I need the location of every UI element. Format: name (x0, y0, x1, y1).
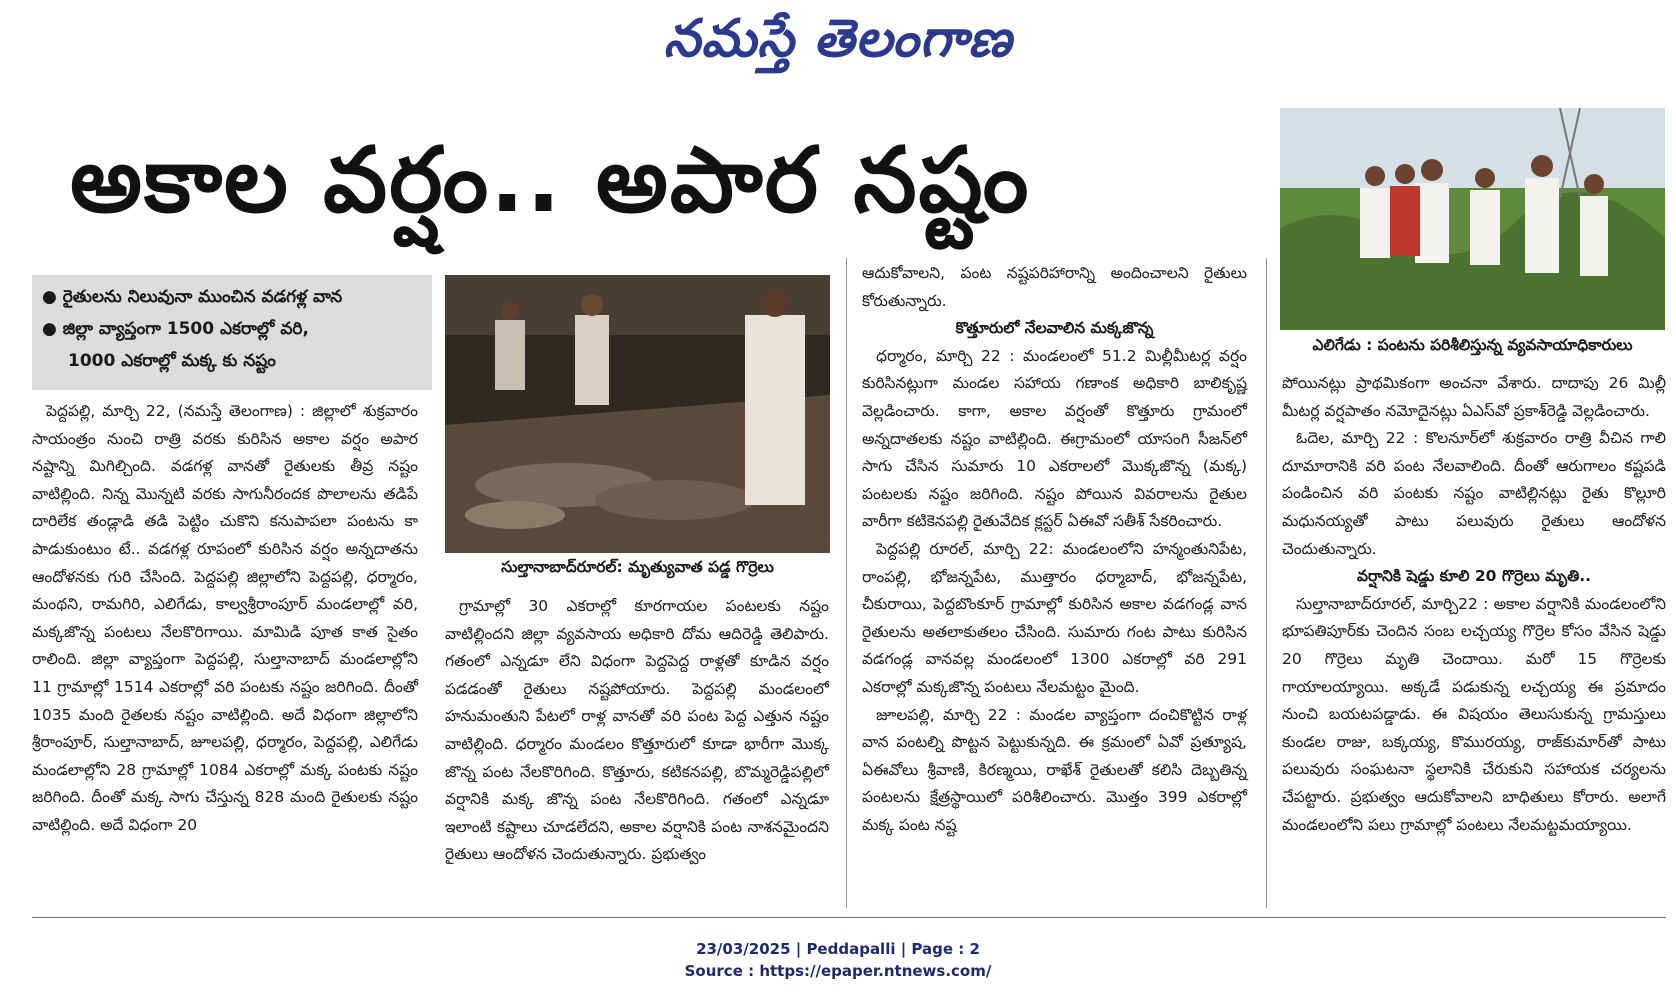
masthead-logo: నమస్తే తెలంగాణ (663, 8, 1013, 69)
footer-date-line: 23/03/2025 | Peddapalli | Page : 2 (696, 940, 980, 958)
column-4-text-c: సుల్తానాబాద్‌రూరల్, మార్చి22 : అకాల వర్షానికి మండలంలోని భూపతిపూర్‌కు చెందిన సంబ లచ్చయ్య గొర్రెల కోసం వేసిన షెడ్డు 20 గొర్రెలు మృతి చెందాయి. మరో 15 గొర్రెలకు గాయాలయ్యాయి. అక్కడే పడుకున్న లచ్చయ్య ఈ ప్రమాదం నుంచి బయటపడ్డాడు. ఈ విషయం తెలుసుకున్న గ్రామస్తులు కుండల రాజు, బక్కయ్య, కొమురయ్య, రాజ్‌కుమార్‌తో పాటు పలువురు సంఘటనా స్థలానికి చేరుకుని సహాయక చర్యలను చేపట్టారు. ప్రభుత్వం ఆదుకోవాలని బాధితులు కోరారు. అలాగే మండలంలోని పలు గ్రామాల్లో పంటలు నేలమట్టమయ్యాయి. (1282, 594, 1666, 834)
sheep-photo-caption: సుల్తానాబాద్‌రూరల్: మృత్యువాత పడ్డ గొర్రెలు (501, 558, 774, 576)
officials-photo-image (1280, 108, 1665, 330)
article-column-1 (32, 398, 418, 840)
column-divider-2-3 (846, 258, 847, 908)
column-3-subheading: కొత్తూరులో నేలవాలిన మక్కజొన్న (955, 319, 1154, 338)
footer-source-line: Source : https://epaper.ntnews.com/ (684, 962, 992, 980)
column-4-text-a: పోయినట్లు ప్రాథమికంగా అంచనా వేశారు. దాదాపు 26 మిల్లీ మీటర్ల వర్షపాతం నమోదైనట్లు ఏఎస్‌వో ప్రకాశ్‌రెడ్డి వెల్లడించారు. (1282, 374, 1666, 420)
sheep-photo (445, 275, 830, 553)
subheads-box (32, 275, 432, 390)
footer-divider (32, 917, 1666, 918)
column-3-text-a: ఆదుకోవాలని, పంట నష్టపరిహారాన్ని అందించాలని రైతులు కోరుతున్నారు. (862, 264, 1247, 310)
column-divider-3-4 (1266, 258, 1267, 908)
headline: అకాల వర్షం.. అపార నష్టం (70, 128, 1031, 233)
column-4-text-b: ఓదెల, మార్చి 22 : కొలనూర్‌లో శుక్రవారం రాత్రి వీచిన గాలి దూమారానికి వరి పంట నేలవాలింది. దీంతో ఆరుగాలం కష్టపడి పండించిన వరి పంటకు నష్టం వాటిల్లినట్లు రైతు కొల్లూరి మధునయ్యతో పాటు పలువురు రైతులు ఆందోళన చెందుతున్నారు. (1282, 429, 1666, 558)
column-1-text: పెద్దపల్లి, మార్చి 22, (నమస్తే తెలంగాణ) : జిల్లాలో శుక్రవారం సాయంత్రం నుంచి రాత్రి వరకు కురిసిన అకాల వర్షం అపార నష్టాన్ని మిగిల్చింది. వడగళ్ల వానతో రైతులకు తీవ్ర నష్టం వాటిల్లింది. నిన్న మొన్నటి వరకు సాగునీరందక పొలాలను తడిపే దారిలేక తండ్లాడి తడి పెట్టిం చుకొని కనుపాపలా పంటను కా పాడుకుంటుం టే.. వడగళ్ల రూపంలో కురిసిన వర్షం అన్నదాతను ఆందోళనకు గురి చేసింది. పెద్దపల్లి జిల్లాలోని పెద్దపల్లి, ధర్మారం, మంథని, రామగిరి, ఎలిగేడు, కాల్వశ్రీరాంపూర్ మండలాల్లో వరి, మక్కజొన్న పంటలు నేలకొరిగాయి. మామిడి పూత కాత సైతం రాలింది. జిల్లా వ్యాప్తంగా పెద్దపల్లి, సుల్తానాబాద్ మండలాల్లోని 11 గ్రామాల్లో 1514 ఎకరాల్లో వరి పంటకు నష్టం జరిగింది. దీంతో 1035 మంది రైతలకు నష్టం వాటిల్లింది. అదే విధంగా జిల్లాలోని శ్రీరాంపూర్, సుల్తానాబాద్, జూలపల్లి, ధర్మారం, పెద్దపల్లి, ఎలిగేడు మండలాల్లోని 28 గ్రామాల్లో 1084 ఎకరాల్లో మక్క పంటకు నష్టం జరిగింది. దీంతో మక్క సాగు చేస్తున్న 828 మంది రైతులకు నష్టం వాటిల్లింది. అదే విధంగా 20 (32, 402, 418, 834)
column-3-text-c: పెద్దపల్లి రూరల్, మార్చి 22: మండలంలోని హన్మంతునిపేట, రాంపల్లి, భోజన్నపేట, ముత్తారం ధర్మాబాద్, భోజన్నపేట, చీకురాయి, పెద్దబొంకూర్ గ్రామాల్లో కురిసిన అకాల వడగండ్ల వాన రైతులను అతలాకుతలం చేసింది. సుమారు గంట పాటు కురిసిన వడగండ్ల వానవల్ల మండలంలో 1300 ఎకరాల్లో వరి 291 ఎకరాల్లో మక్కజొన్న పంటలు నేలమట్టం మైంది. (862, 539, 1247, 696)
subhead-2: ● జిల్లా వ్యాప్తంగా 1500 ఎకరాల్లో వరి, (42, 319, 309, 339)
article-column-2 (445, 593, 829, 869)
column-2-text: గ్రామాల్లో 30 ఎకరాల్లో కూరగాయల పంటలకు నష్టం వాటిల్లిందని జిల్లా వ్యవసాయ అధికారి దోమ ఆదిరెడ్డి తెలిపారు. గతంలో ఎన్నడూ లేని విధంగా పెద్దపెద్ద రాళ్లతో కూడిన వర్షం పడడంతో రైతులు నష్టపోయారు. పెద్దపల్లి మండలంలో హనుమంతుని పేటలో రాళ్ల వానతో వరి పంట పెద్ద ఎత్తున నష్టం వాటిల్లింది. ధర్మారం మండలం కొత్తూరులో కూడా భారీగా మొక్క జొన్న పంట నేలకొరిగింది. కొత్తూరు, కటికనపల్లి, బొమ్మరెడ్డిపల్లిలో వర్షానికి మక్క జొన్న పంట నేలకొరిగింది. గతంలో ఎన్నడూ ఇలాంటి కష్టాలు చూడలేదని, అకాల వర్షానికి పంట నాశనమైందని రైతులు ఆందోళన చెందుతున్నారు. ప్రభుత్వం (445, 597, 829, 864)
subhead-3: 1000 ఎకరాల్లో మక్క కు నష్టం (68, 351, 276, 371)
column-4-subheading: వర్షానికి షెడ్డు కూలి 20 గొర్రెలు మృతి.. (1356, 567, 1592, 586)
subhead-1: ● రైతులను నిలువునా ముంచిన వడగళ్ల వాన (42, 287, 343, 307)
article-column-3 (862, 260, 1247, 839)
officials-photo-caption: ఎలిగేడు : పంటను పరిశీలిస్తున్న వ్యవసాయాధికారులు (1312, 336, 1633, 354)
officials-photo (1280, 108, 1665, 330)
column-3-text-b: ధర్మారం, మార్చి 22 : మండలంలో 51.2 మిల్లీమీటర్ల వర్షం కురిసినట్లుగా మండల సహాయ గణాంక అధికారి బాలికృష్ణ వెల్లడించారు. కాగా, అకాల వర్షంతో కొత్తూరు గ్రామంలో అన్నదాతలకు నష్టం వాటిల్లింది. ఈగ్రామంలో యాసంగి సీజన్‌లో సాగు చేసిన సుమారు 10 ఎకరాలలో మొక్కజొన్న (మక్క) పంటలకు నష్టం జరిగింది. నష్టం పోయిన వివరాలను రైతుల వారీగా కటికెనపల్లి రైతువేదిక క్లస్టర్ ఏఈవో సతీశ్ సేకరించారు. (862, 346, 1247, 531)
sheep-photo-image (445, 275, 830, 553)
column-3-text-d: జూలపల్లి, మార్చి 22 : మండల వ్యాప్తంగా దంచికొట్టిన రాళ్ల వాన పంటల్ని పొట్టన పెట్టుకున్నది. ఈ క్రమంలో ఏవో ప్రత్యూష, ఏఈవోలు శ్రీవాణి, కిరణ్మయి, రాఖేశ్ రైతులతో కలిసి దెబ్బతిన్న పంటలను క్షేత్రస్థాయిలో పరిశీలించారు. మొత్తం 399 ఎకరాల్లో మక్క పంట నష్ట (862, 705, 1247, 834)
article-column-4 (1282, 370, 1666, 839)
